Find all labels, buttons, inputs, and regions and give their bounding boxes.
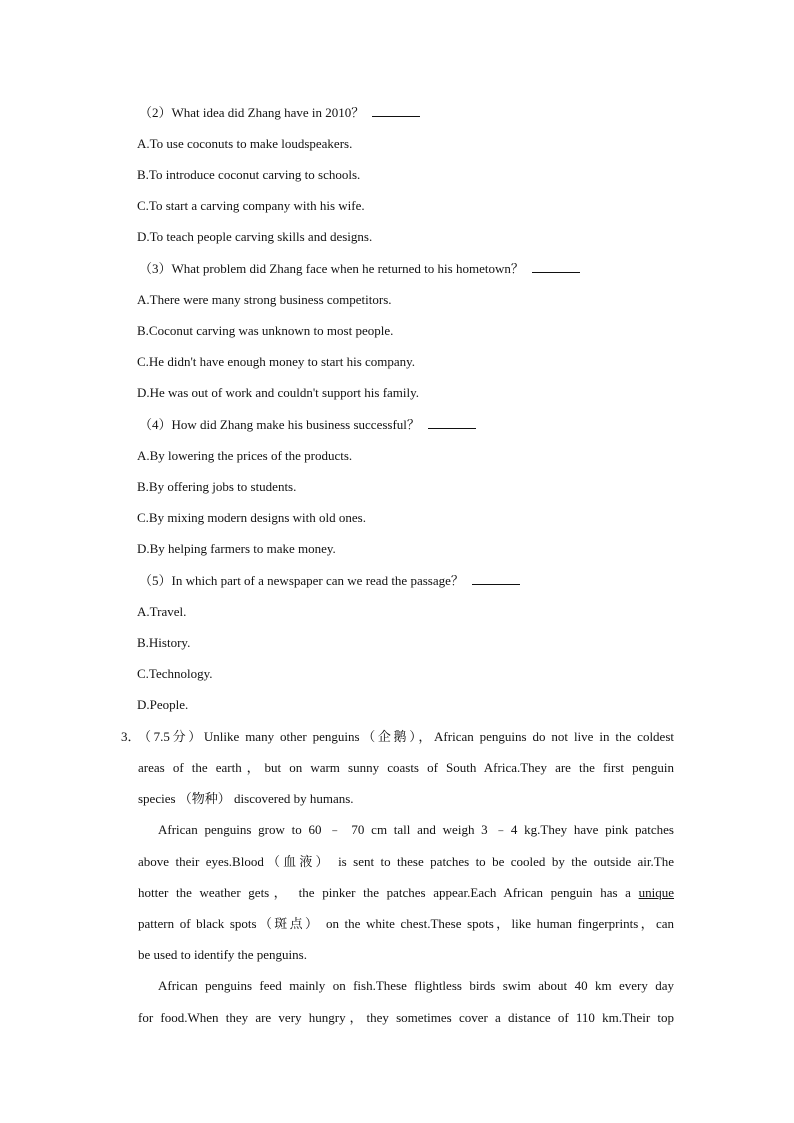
- option: A.By lowering the prices of the products.: [137, 448, 353, 463]
- option: D.People.: [137, 697, 189, 712]
- passage-line: African penguins feed mainly on fish.These flightless birds swim about 40 km every day: [158, 978, 674, 993]
- option: B.To introduce coconut carving to schools.: [137, 167, 361, 182]
- option: D.To teach people carving skills and designs.: [137, 229, 373, 244]
- answer-blank[interactable]: [472, 573, 520, 585]
- option: D.He was out of work and couldn't support his family.: [137, 385, 420, 400]
- question-text: （3）What problem did Zhang face when he returned to his hometown？: [139, 261, 524, 276]
- passage-line: species （物种） discovered by humans.: [138, 791, 354, 806]
- passage-line: above their eyes.Blood（血液） is sent to these patches to be cooled by the outside air.The: [138, 854, 674, 869]
- question-number: 3．: [121, 729, 141, 744]
- option: B.History.: [137, 635, 191, 650]
- passage-line: （7.5分）Unlike many other penguins（企鹅），African penguins do not live in the coldest: [138, 729, 674, 744]
- option: C.Technology.: [137, 666, 213, 681]
- underlined-word: unique: [638, 885, 675, 900]
- passage-line: pattern of black spots（斑点） on the white chest.These spots，like human fingerprints，can: [138, 916, 674, 931]
- option: C.By mixing modern designs with old ones.: [137, 510, 366, 525]
- option: C.To start a carving company with his wife.: [137, 198, 365, 213]
- passage-line: African penguins grow to 60 ﹣ 70 cm tall and weigh 3 ﹣4 kg.They have pink patches: [158, 822, 674, 837]
- question-stem: [139, 415, 476, 435]
- passage-line: be used to identify the penguins.: [138, 947, 307, 962]
- passage-line: areas of the earth，but on warm sunny coasts of South Africa.They are the first penguin: [138, 760, 674, 775]
- question-text: （2）What idea did Zhang have in 2010？: [139, 105, 365, 120]
- question-text: （5）In which part of a newspaper can we read the passage？: [139, 573, 464, 588]
- passage-text: hotter the weather gets， the pinker the patches appear.Each African penguin has a: [138, 885, 631, 900]
- option: B.Coconut carving was unknown to most people.: [137, 323, 394, 338]
- option: C.He didn't have enough money to start his company.: [137, 354, 416, 369]
- passage-line: [138, 883, 674, 903]
- option: B.By offering jobs to students.: [137, 479, 297, 494]
- passage-line: for food.When they are very hungry，they sometimes cover a distance of 110 km.Their top: [138, 1010, 674, 1025]
- answer-blank[interactable]: [428, 417, 476, 429]
- option: A.There were many strong business competitors.: [137, 292, 392, 307]
- question-stem: [139, 571, 520, 591]
- option: A.To use coconuts to make loudspeakers.: [137, 136, 353, 151]
- question-text: （4）How did Zhang make his business successful？: [139, 417, 420, 432]
- question-stem: [139, 259, 580, 279]
- option: A.Travel.: [137, 604, 187, 619]
- answer-blank[interactable]: [372, 105, 420, 117]
- answer-blank[interactable]: [532, 261, 580, 273]
- option: D.By helping farmers to make money.: [137, 541, 336, 556]
- question-stem: [139, 103, 420, 123]
